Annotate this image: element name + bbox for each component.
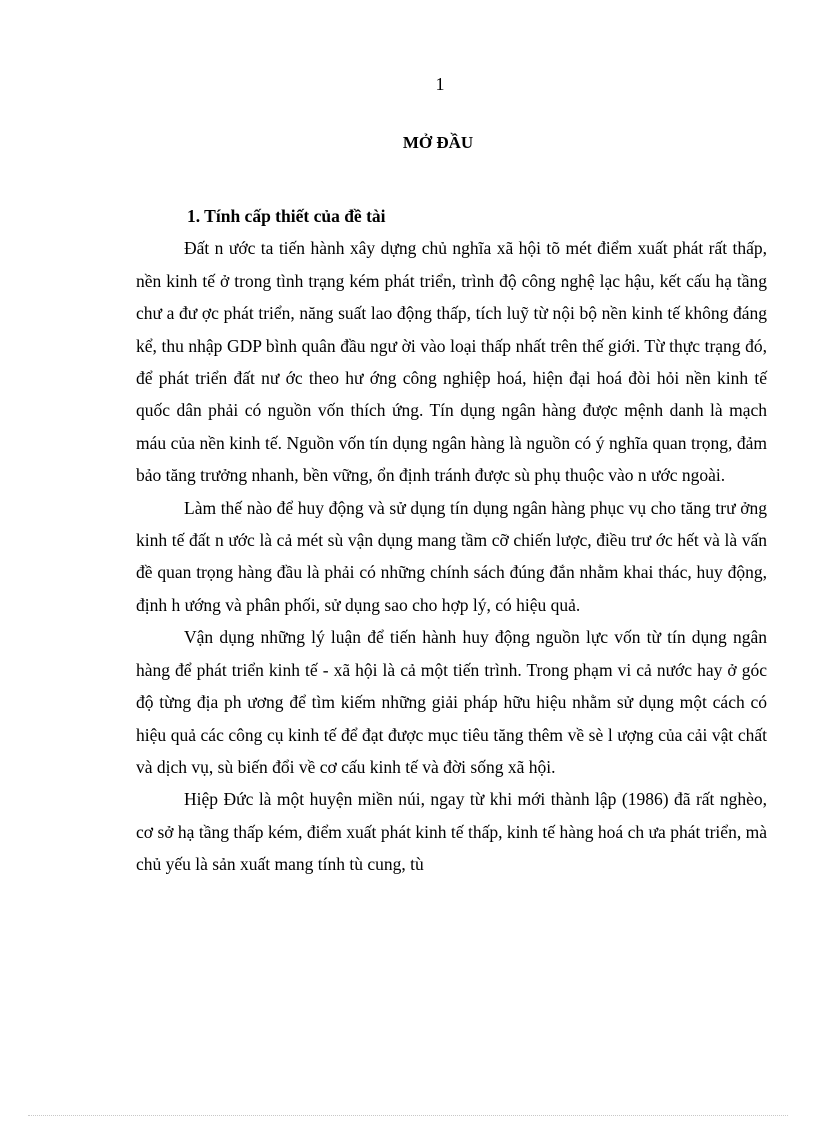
paragraph: Vận dụng những lý luận để tiến hành huy động nguồn lực vốn từ tín dụng ngân hàng để phát triển kinh tế - xã hội là cả một tiến trình. Trong phạm vi cả nước hay ở góc độ từng địa ph ương để tìm kiếm những giải pháp hữu hiệu nhằm sử dụng một cách có hiệu quả các công cụ kinh tế để đạt được mục tiêu tăng thêm về sè l ượng của cải vật chất và dịch vụ, sù biến đổi về cơ cấu kinh tế và đời sống xã hội.: [136, 627, 767, 777]
page-bottom-divider: [28, 1115, 788, 1116]
page-number: 1: [435, 74, 445, 94]
paragraph: Làm thế nào để huy động và sử dụng tín dụng ngân hàng phục vụ cho tăng trư ởng kinh tế đất n ước là cả mét sù vận dụng mang tầm cỡ chiến lược, điều trư ớc hết và là vấn đề quan trọng hàng đầu là phải có những chính sách đúng đắn nhằm khai thác, huy động, định h ướng và phân phối, sử dụng sao cho hợp lý, có hiệu quả.: [136, 497, 767, 615]
body-text: [136, 200, 767, 881]
section-title: 1. Tính cấp thiết của đề tài: [187, 206, 386, 226]
paragraph: Hiệp Đức là một huyện miền núi, ngay từ khi mới thành lập (1986) đã rất nghèo, cơ sở hạ tầng thấp kém, điểm xuất phát kinh tế thấp, kinh tế hàng hoá ch ưa phát triển, mà chủ yếu là sản xuất mang tính tù cung, tù: [136, 789, 767, 875]
paragraph: Đất n ước ta tiến hành xây dựng chủ nghĩa xã hội tõ mét điểm xuất phát rất thấp, nền kinh tế ở trong tình trạng kém phát triển, trình độ công nghệ lạc hậu, kết cấu hạ tầng chư a đư ợc phát triển, năng suất lao động thấp, tích luỹ từ nội bộ nền kinh tế không đáng kể, thu nhập GDP bình quân đầu ngư ời vào loại thấp nhất trên thế giới. Từ thực trạng đó, để phát triển đất nư ớc theo hư ớng công nghiệp hoá, hiện đại hoá đòi hỏi nền kinh tế quốc dân phải có nguồn vốn thích ứng. Tín dụng ngân hàng được mệnh danh là mạch máu của nền kinh tế. Nguồn vốn tín dụng ngân hàng là nguồn có ý nghĩa quan trọng, đảm bảo tăng trưởng nhanh, bền vững, ổn định tránh được sù phụ thuộc vào n ước ngoài.: [136, 238, 767, 486]
document-heading: MỞ ĐẦU: [402, 133, 474, 152]
